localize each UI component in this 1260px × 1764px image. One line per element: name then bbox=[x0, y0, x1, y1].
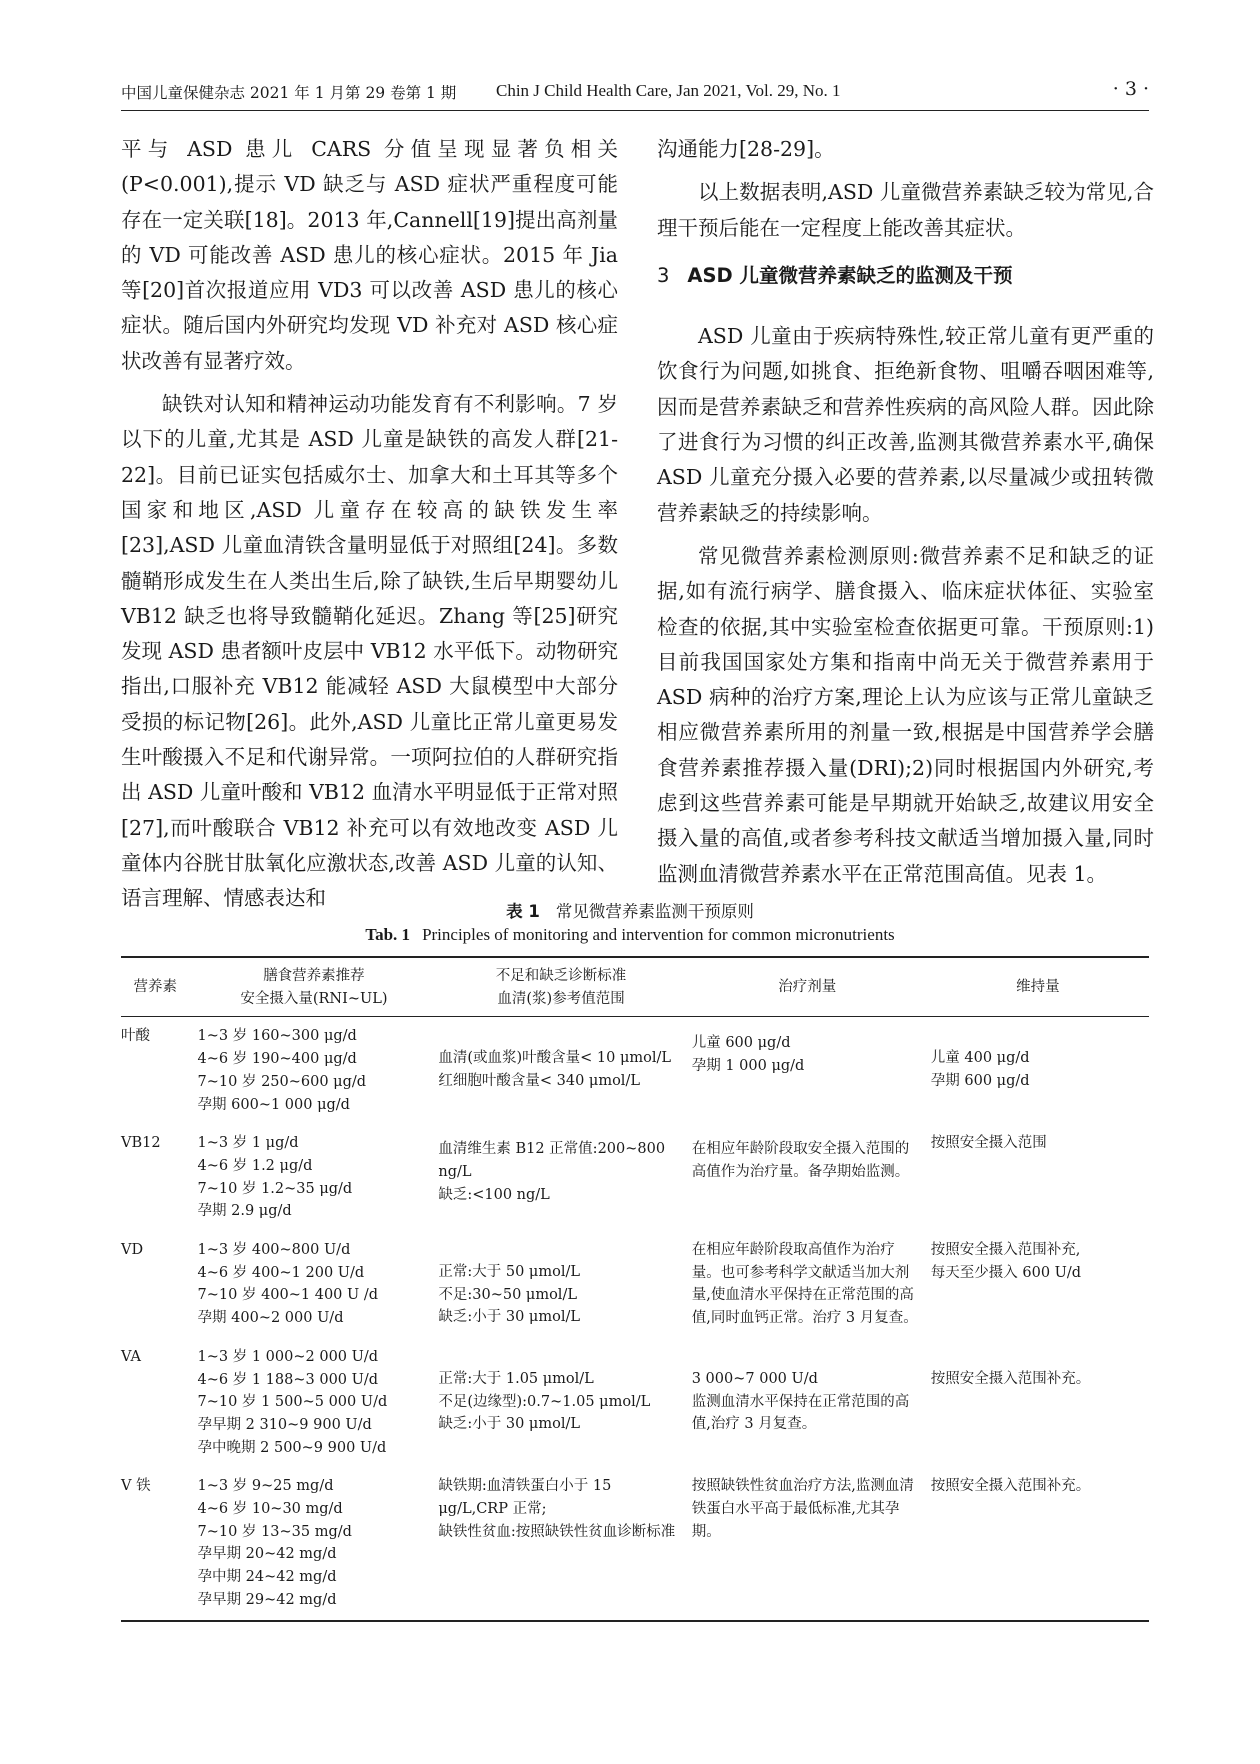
left-paragraph-1: 平与 ASD 患儿 CARS 分值呈现显著负相关(P<0.001),提示 VD 缺乏与 ASD 症状严重程度可能存在一定关联[18]。2013 年,Cannell[19]提出高剂量的 VD 可能改善 ASD 患儿的核心症状。2015 年 Jia 等[20]首次报道应用 VD3 可以改善 ASD 患儿的核心症状。随后国内外研究均发现 VD 补充对 ASD 核心症状改善有显著疗效。 bbox=[121, 137, 618, 373]
page-number: · 3 · bbox=[1112, 78, 1149, 100]
cell-intake bbox=[194, 1338, 435, 1468]
left-paragraph-2: 缺铁对认知和精神运动功能发育有不利影响。7 岁以下的儿童,尤其是 ASD 儿童是缺铁的高发人群[21-22]。目前已证实包括威尔士、加拿大和土耳其等多个国家和地区,ASD 儿童存在较高的缺铁发生率[23],ASD 儿童血清铁含量明显低于对照组[24]。多数髓鞘形成发生在人类出生后,除了缺铁,生后早期婴幼儿 VB12 缺乏也将导致髓鞘化延迟。Zhang 等[25]研究发现 ASD 患者额叶皮层中 VB12 水平低下。动物研究指出,口服补充 VB12 能减轻 ASD 大鼠模型中大部分受损的标记物[26]。此外,ASD 儿童比正常儿童更易发生叶酸摄入不足和代谢异常。一项阿拉伯的人群研究指出 ASD 儿童叶酸和 VB12 血清水平明显低于正常对照[27],而叶酸联合 VB12 补充可以有效地改变 ASD 儿童体内谷胱甘肽氧化应激状态,改善 ASD 儿童的认知、语言理解、情感表达和 bbox=[121, 392, 618, 911]
table-row bbox=[121, 1231, 1149, 1338]
table-title-en: Principles of monitoring and intervention for common micronutrients bbox=[422, 925, 895, 944]
criteria-line: 缺乏:<100 ng/L bbox=[438, 1186, 550, 1203]
section-heading bbox=[657, 258, 1154, 293]
cell-maintenance bbox=[927, 1467, 1149, 1620]
journal-title-cn: 中国儿童保健杂志 2021 年 1 月第 29 卷第 1 期 bbox=[121, 84, 457, 102]
cell-intake bbox=[194, 1124, 435, 1231]
header-criteria-line-1: 不足和缺乏诊断标准 bbox=[495, 968, 627, 984]
criteria-line: 正常:大于 1.05 μmol/L bbox=[438, 1370, 594, 1387]
cell-nutrient: VA bbox=[121, 1348, 141, 1365]
header-criteria-line-2: 血清(浆)参考值范围 bbox=[497, 990, 625, 1007]
running-header bbox=[121, 78, 1149, 108]
cell-criteria bbox=[434, 1124, 687, 1231]
section-number: 3 bbox=[657, 263, 670, 287]
criteria-line: 不足(边缘型):0.7~1.05 μmol/L bbox=[438, 1393, 651, 1410]
cell-nutrient: VB12 bbox=[121, 1135, 161, 1152]
cell-criteria bbox=[434, 1017, 687, 1124]
cell-criteria bbox=[434, 1231, 687, 1338]
header-intake bbox=[194, 957, 435, 1017]
intake-line: 孕期 400~2 000 U/d bbox=[197, 1310, 344, 1327]
intake-line: 孕中晚期 2 500~9 900 U/d bbox=[197, 1439, 387, 1456]
header-criteria bbox=[434, 957, 687, 1017]
criteria-line: 缺乏:小于 30 μmol/L bbox=[438, 1416, 580, 1433]
intake-line: 4~6 岁 190~400 μg/d bbox=[197, 1051, 357, 1068]
table-label-en: Tab. 1 bbox=[365, 925, 411, 944]
table-label-cn: 表 1 bbox=[506, 902, 540, 921]
intake-line: 7~10 岁 250~600 μg/d bbox=[197, 1073, 367, 1090]
intake-line: 1~3 岁 9~25 mg/d bbox=[197, 1478, 334, 1495]
intake-line: 孕中期 24~42 mg/d bbox=[197, 1569, 337, 1586]
intake-line: 4~6 岁 1 188~3 000 U/d bbox=[197, 1371, 379, 1388]
criteria-line: 红细胞叶酸含量< 340 μmol/L bbox=[438, 1073, 640, 1090]
cell-treatment bbox=[688, 1338, 927, 1468]
intake-line: 1~3 岁 1 000~2 000 U/d bbox=[197, 1348, 379, 1365]
treatment-line: 监测血清水平保持在正常范围的高值,治疗 3 月复查。 bbox=[691, 1393, 910, 1433]
cell-treatment bbox=[688, 1467, 927, 1620]
intake-line: 7~10 岁 400~1 400 U /d bbox=[197, 1287, 379, 1304]
intake-line: 孕期 2.9 μg/d bbox=[197, 1203, 292, 1220]
cell-nutrient: VD bbox=[121, 1242, 144, 1259]
maintenance-line: 每天至少摄入 600 U/d bbox=[930, 1264, 1082, 1281]
header-intake-line-2: 安全摄入量(RNI~UL) bbox=[240, 990, 388, 1007]
header-rule bbox=[121, 110, 1149, 111]
cell-criteria bbox=[434, 1467, 687, 1620]
table-row bbox=[121, 1467, 1149, 1620]
right-column bbox=[657, 132, 1154, 892]
intake-line: 1~3 岁 160~300 μg/d bbox=[197, 1028, 357, 1045]
right-paragraph-1: 以上数据表明,ASD 儿童微营养素缺乏较为常见,合理干预后能在一定程度上能改善其症状。 bbox=[657, 180, 1154, 240]
right-paragraph-0: 沟通能力[28-29]。 bbox=[657, 137, 835, 161]
cell-intake bbox=[194, 1017, 435, 1124]
cell-treatment bbox=[688, 1124, 927, 1231]
intake-line: 孕期 600~1 000 μg/d bbox=[197, 1096, 350, 1113]
criteria-line: 血清(或血浆)叶酸含量< 10 μmol/L bbox=[438, 1050, 672, 1067]
maintenance-line: 儿童 400 μg/d bbox=[930, 1050, 1030, 1067]
micronutrient-table bbox=[121, 956, 1149, 1622]
criteria-line: 缺铁性贫血:按照缺铁性贫血诊断标准 bbox=[438, 1523, 676, 1540]
criteria-line: 血清维生素 B12 正常值:200~800 ng/L bbox=[438, 1141, 666, 1180]
journal-title-en: Chin J Child Health Care, Jan 2021, Vol. 29, No. 1 bbox=[496, 81, 841, 100]
treatment-line: 儿童 600 μg/d bbox=[691, 1035, 791, 1052]
cell-intake bbox=[194, 1467, 435, 1620]
maintenance-line: 孕期 600 μg/d bbox=[930, 1073, 1030, 1090]
treatment-line: 孕期 1 000 μg/d bbox=[691, 1058, 805, 1075]
table-title-cn: 常见微营养素监测干预原则 bbox=[555, 902, 754, 921]
intake-line: 孕早期 29~42 mg/d bbox=[197, 1591, 337, 1608]
intake-line: 1~3 岁 400~800 U/d bbox=[197, 1242, 351, 1259]
cell-treatment bbox=[688, 1017, 927, 1124]
cell-treatment bbox=[688, 1231, 927, 1338]
intake-line: 4~6 岁 10~30 mg/d bbox=[197, 1501, 343, 1518]
criteria-line: 缺乏:小于 30 μmol/L bbox=[438, 1309, 580, 1326]
treatment-line: 在相应年龄阶段取高值作为治疗量。也可参考科学文献适当加大剂量,使血清水平保持在正常范围的高值,同时血钙正常。治疗 3 月复查。 bbox=[691, 1242, 918, 1327]
intake-line: 1~3 岁 1 μg/d bbox=[197, 1135, 299, 1152]
section-title: ASD 儿童微营养素缺乏的监测及干预 bbox=[687, 263, 1013, 287]
cell-maintenance bbox=[927, 1231, 1149, 1338]
treatment-line: 在相应年龄阶段取安全摄入范围的高值作为治疗量。备孕期始监测。 bbox=[691, 1141, 910, 1180]
maintenance-line: 按照安全摄入范围补充, bbox=[930, 1242, 1081, 1259]
cell-maintenance bbox=[927, 1124, 1149, 1231]
header-maintenance: 维持量 bbox=[927, 957, 1149, 1017]
header-treatment: 治疗剂量 bbox=[688, 957, 927, 1017]
treatment-line: 3 000~7 000 U/d bbox=[691, 1370, 818, 1387]
cell-intake bbox=[194, 1231, 435, 1338]
criteria-line: 正常:大于 50 μmol/L bbox=[438, 1264, 580, 1281]
treatment-line: 按照缺铁性贫血治疗方法,监测血清铁蛋白水平高于最低标准,尤其孕期。 bbox=[691, 1478, 914, 1540]
table-row bbox=[121, 1017, 1149, 1124]
right-paragraph-2: ASD 儿童由于疾病特殊性,较正常儿童有更严重的饮食行为问题,如挑食、拒绝新食物、咀嚼吞咽困难等,因而是营养素缺乏和营养性疾病的高风险人群。因此除了进食行为习惯的纠正改善,监测其微营养素水平,确保 ASD 儿童充分摄入必要的营养素,以尽量减少或扭转微营养素缺乏的持续影响。 bbox=[657, 324, 1154, 525]
table-row bbox=[121, 1124, 1149, 1231]
intake-line: 7~10 岁 1 500~5 000 U/d bbox=[197, 1394, 388, 1411]
cell-nutrient: 叶酸 bbox=[121, 1028, 150, 1045]
right-paragraph-3: 常见微营养素检测原则:微营养素不足和缺乏的证据,如有流行病学、膳食摄入、临床症状体征、实验室检查的依据,其中实验室检查依据更可靠。干预原则:1)目前我国国家处方集和指南中尚无关于微营养素用于 ASD 病种的治疗方案,理论上认为应该与正常儿童缺乏相应微营养素所用的剂量一致,根据是中国营养学会膳食营养素推荐摄入量(DRI);2)同时根据国内外研究,考虑到这些营养素可能是早期就开始缺乏,故建议用安全摄入量的高值,或者参考科技文献适当增加摄入量,同时监测血清微营养素水平在正常范围高值。见表 1。 bbox=[657, 543, 1154, 886]
intake-line: 4~6 岁 400~1 200 U/d bbox=[197, 1264, 365, 1281]
intake-line: 孕早期 20~42 mg/d bbox=[197, 1546, 337, 1563]
maintenance-line: 按照安全摄入范围补充。 bbox=[930, 1478, 1091, 1495]
cell-nutrient: V 铁 bbox=[121, 1467, 194, 1620]
criteria-line: 缺铁期:血清铁蛋白小于 15 μg/L,CRP 正常; bbox=[438, 1478, 612, 1518]
cell-criteria bbox=[434, 1338, 687, 1468]
table-row bbox=[121, 1338, 1149, 1468]
cell-maintenance bbox=[927, 1017, 1149, 1124]
header-nutrient: 营养素 bbox=[121, 957, 194, 1017]
criteria-line: 不足:30~50 μmol/L bbox=[438, 1286, 577, 1303]
header-intake-line-1: 膳食营养素推荐 bbox=[263, 968, 365, 984]
cell-maintenance bbox=[927, 1338, 1149, 1468]
left-column bbox=[121, 132, 618, 917]
table-caption-en bbox=[0, 925, 1260, 945]
intake-line: 7~10 岁 1.2~35 μg/d bbox=[197, 1180, 353, 1197]
maintenance-line: 按照安全摄入范围 bbox=[930, 1135, 1047, 1152]
maintenance-line: 按照安全摄入范围补充。 bbox=[930, 1370, 1091, 1387]
table-caption-cn bbox=[0, 898, 1260, 922]
table-header-row bbox=[121, 957, 1149, 1017]
intake-line: 4~6 岁 1.2 μg/d bbox=[197, 1157, 313, 1174]
intake-line: 孕早期 2 310~9 900 U/d bbox=[197, 1416, 372, 1433]
intake-line: 7~10 岁 13~35 mg/d bbox=[197, 1523, 352, 1540]
